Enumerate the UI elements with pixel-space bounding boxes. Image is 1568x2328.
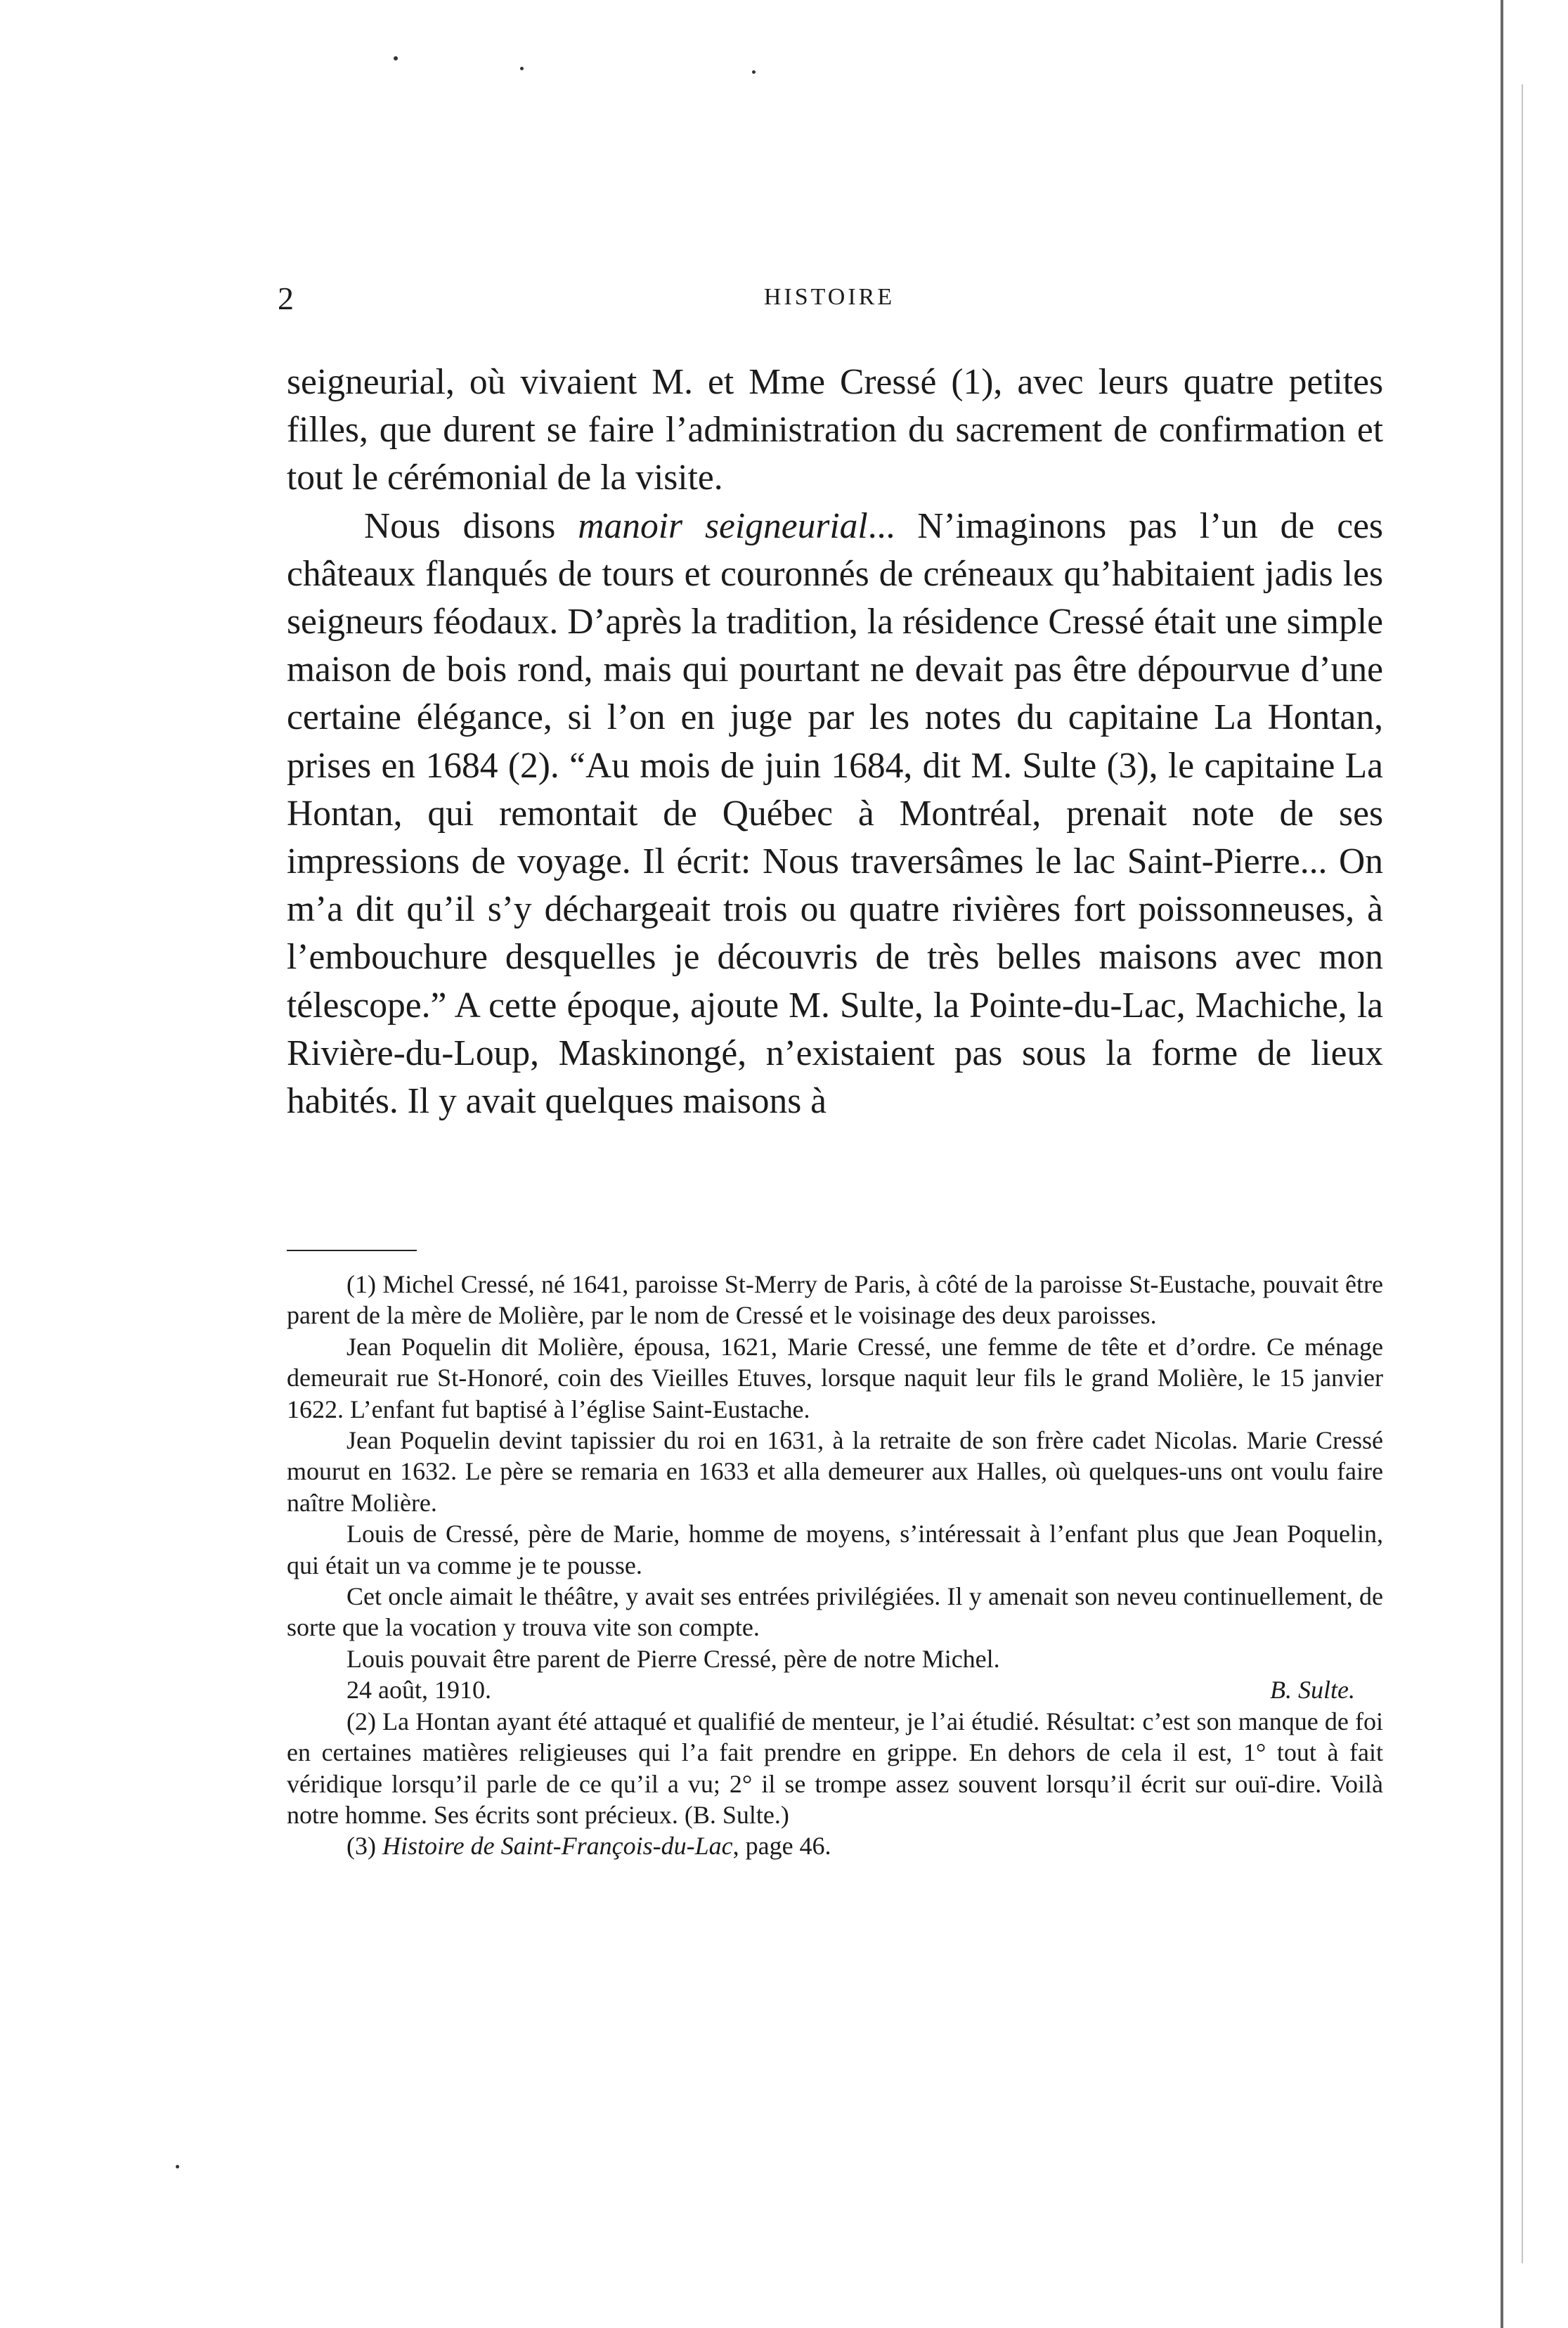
footnotes — [287, 1269, 1383, 1862]
footnote-3-title: Histoire de Saint-François-du-Lac — [382, 1832, 733, 1861]
paragraph-2-emphasis: manoir seigneurial — [578, 505, 868, 546]
running-head — [278, 280, 1381, 322]
footnote-3-number: (3) — [346, 1832, 382, 1861]
footnote-1: (1) Michel Cressé, né 1641, paroisse St-Merry de Paris, à côté de la paroisse St-Eustache, pouvait être parent de la mère de Molière, par le nom de Cressé et le voisinage des deux paroisses. — [287, 1270, 1383, 1330]
footnote-rule — [287, 1250, 417, 1251]
scan-speck — [752, 70, 756, 74]
footnote-1-signature-line — [287, 1674, 1383, 1705]
footnote-1-date: 24 août, 1910. — [346, 1676, 491, 1705]
footnote-1-para-5: Cet oncle aimait le théâtre, y avait ses entrées privilégiées. Il y amenait son neveu continuellement, de sorte que la vocation y trouva vite son compte. — [287, 1582, 1383, 1642]
scan-binding-edge-shadow — [1522, 84, 1523, 2263]
running-title: HISTOIRE — [763, 284, 895, 310]
footnote-2: (2) La Hontan ayant été attaqué et qualifié de menteur, je l’ai étudié. Résultat: c’est son manque de foi en certaines matières religieuses qui l’a fait prendre en grippe. En dehors de cela il est, 1° tout à fait véridique lorsqu’il parle de ce qu’il a vu; 2° il se trompe assez souvent lorsqu’il écrit sur ouï-dire. Voilà notre homme. Ses écrits sont précieux. (B. Sulte.) — [287, 1707, 1383, 1829]
footnote-1-para-6: Louis pouvait être parent de Pierre Cressé, père de notre Michel. — [346, 1644, 1000, 1673]
paragraph-2 — [287, 503, 1383, 1126]
scan-binding-edge — [1501, 0, 1503, 2328]
scan-speck — [394, 56, 398, 60]
paragraph-1: seigneurial, où vivaient M. et Mme Cressé (1), avec leurs quatre petites filles, que durent se faire l’administration du sacrement de confirmation et tout le cérémonial de la visite. — [287, 362, 1383, 498]
footnote-3-page: , page 46. — [732, 1832, 831, 1861]
footnote-1-para-2: Jean Poquelin dit Molière, épousa, 1621, Marie Cressé, une femme de tête et d’ordre. Ce ménage demeurait rue St-Honoré, coin des Vieilles Etuves, lorsque naquit leur fils le grand Molière, le 15 janvier 1622. L’enfant fut baptisé à l’église Saint-Eustache. — [287, 1332, 1383, 1423]
scan-speck — [520, 67, 524, 70]
footnote-1-signature: B. Sulte. — [1270, 1676, 1355, 1705]
footnote-3 — [287, 1830, 1383, 1861]
paragraph-2-rest: ... N’imaginons pas l’un de ces châteaux flanqués de tours et couronnés de créneaux qu’habitaient jadis les seigneurs féodaux. D’après la tradition, la résidence Cressé était une simple maison de bois rond, mais qui pourtant ne devait pas être dépourvue d’une certaine élégance, si l’on en juge par les notes du capitaine La Hontan, prises en 1684 (2). “Au mois de juin 1684, dit M. Sulte (3), le capitaine La Hontan, qui remontait de Québec à Montréal, prenait note de ses impressions de voyage. Il écrit: Nous traversâmes le lac Saint-Pierre... On m’a dit qu’il s’y déchargeait trois ou quatre rivières fort poissonneuses, à l’embouchure desquelles je découvris de très belles maisons avec mon télescope.” A cette époque, ajoute M. Sulte, la Pointe-du-Lac, Machiche, la Rivière-du-Loup, Maskinongé, n’existaient pas sous la forme de lieux habités. Il y avait quelques maisons à — [287, 505, 1383, 1122]
scan-speck — [176, 2165, 179, 2168]
footnote-1-para-3: Jean Poquelin devint tapissier du roi en 1631, à la retraite de son frère cadet Nicolas. Marie Cressé mourut en 1632. Le père se remaria en 1633 et alla demeurer aux Halles, où quelques-uns ont voulu faire naître Molière. — [287, 1426, 1383, 1517]
footnote-1-para-4: Louis de Cressé, père de Marie, homme de moyens, s’intéressait à l’enfant plus que Jean Poquelin, qui était un va comme je te pousse. — [287, 1520, 1383, 1579]
body-text — [287, 358, 1383, 1125]
paragraph-2-lead: Nous disons — [364, 505, 578, 546]
page-number: 2 — [278, 280, 294, 316]
